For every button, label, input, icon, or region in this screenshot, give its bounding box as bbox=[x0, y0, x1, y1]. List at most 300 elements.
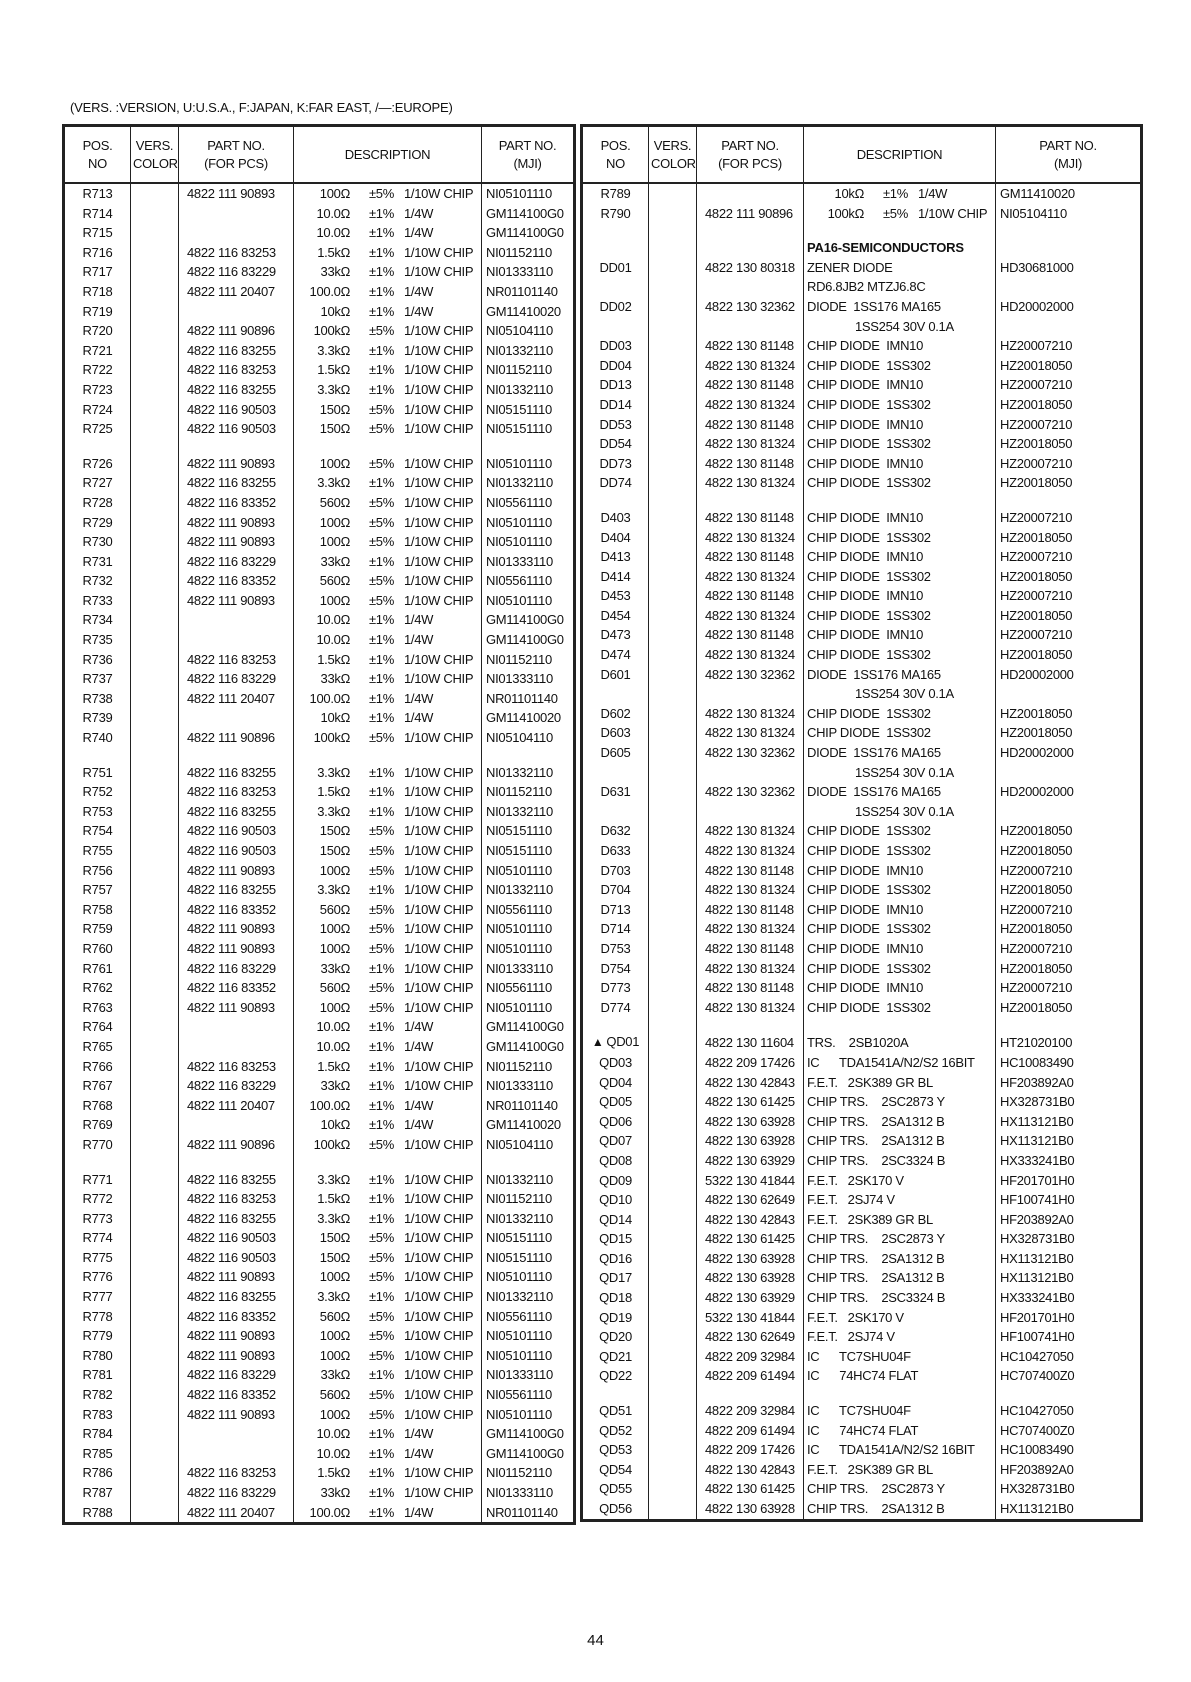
mji-part-no: HF203892A0 bbox=[996, 1073, 1142, 1093]
resistance-value: 100Ω bbox=[319, 862, 350, 878]
pos-no bbox=[582, 1053, 649, 1073]
pos-no bbox=[582, 665, 649, 685]
description bbox=[804, 743, 996, 763]
vers-color bbox=[131, 1170, 179, 1190]
pos-no-label: D454 bbox=[600, 607, 631, 623]
power-rating: 1/4W bbox=[404, 1445, 434, 1461]
resistance-value: 150Ω bbox=[319, 1249, 350, 1265]
pos-no-label: DD54 bbox=[599, 436, 632, 452]
pos-no-label: QD55 bbox=[599, 1481, 632, 1497]
power-rating: 1/4W bbox=[404, 710, 434, 726]
pos-no-label: DD53 bbox=[599, 416, 632, 432]
mji-part-no: GM114100G0 bbox=[482, 1444, 575, 1464]
pos-no: R722 bbox=[64, 360, 131, 380]
pos-no: R785 bbox=[64, 1444, 131, 1464]
pos-no bbox=[582, 1073, 649, 1093]
pos-no: R730 bbox=[64, 532, 131, 552]
table-row bbox=[64, 591, 575, 611]
pos-no: R762 bbox=[64, 978, 131, 998]
resistance-value: 10.0Ω bbox=[316, 225, 350, 241]
mji-part-no: NI05101110 bbox=[482, 919, 575, 939]
vers-color bbox=[649, 317, 697, 337]
description bbox=[294, 1076, 482, 1096]
pos-no bbox=[582, 821, 649, 841]
power-rating: 1/10W CHIP bbox=[404, 1308, 474, 1324]
description bbox=[294, 728, 482, 748]
table-row bbox=[582, 204, 1142, 224]
mji-part-no: HX113121B0 bbox=[996, 1499, 1142, 1520]
description bbox=[294, 998, 482, 1018]
description-text: CHIP DIODE 1SS302 bbox=[807, 725, 931, 741]
description bbox=[804, 1151, 996, 1171]
power-rating: 1/10W CHIP bbox=[404, 534, 474, 550]
mji-part-no: NI01152110 bbox=[482, 1057, 575, 1077]
power-rating: 1/10W CHIP bbox=[404, 1230, 474, 1246]
description-text: CHIP TRS. 2SA1312 B bbox=[807, 1133, 945, 1149]
part-no bbox=[179, 223, 294, 243]
resistance-value: 10kΩ bbox=[320, 303, 350, 319]
tolerance: ±5% bbox=[368, 1269, 394, 1285]
mji-part-no: GM11410020 bbox=[482, 1115, 575, 1135]
vers-color bbox=[649, 1460, 697, 1480]
table-row bbox=[64, 204, 575, 224]
pos-no bbox=[582, 1092, 649, 1112]
pos-no-label: D773 bbox=[600, 980, 631, 996]
description bbox=[294, 513, 482, 533]
description-text: CHIP DIODE IMN10 bbox=[807, 377, 924, 393]
vers-color bbox=[649, 861, 697, 881]
mji-part-no: NI05101110 bbox=[482, 998, 575, 1018]
vers-color bbox=[131, 380, 179, 400]
table-row bbox=[64, 532, 575, 552]
vers-color bbox=[131, 1463, 179, 1483]
part-no: 4822 116 83229 bbox=[179, 1483, 294, 1503]
pos-no-label: QD22 bbox=[599, 1368, 632, 1384]
table-row bbox=[582, 1190, 1142, 1210]
tolerance: ±5% bbox=[368, 1387, 394, 1403]
pos-no-label: QD51 bbox=[599, 1403, 632, 1419]
part-no: 4822 130 81148 bbox=[697, 625, 804, 645]
table-row bbox=[582, 821, 1142, 841]
vers-color bbox=[131, 919, 179, 939]
pos-no: R779 bbox=[64, 1326, 131, 1346]
description bbox=[804, 1499, 996, 1520]
vers-color bbox=[131, 204, 179, 224]
power-rating: 1/10W CHIP bbox=[404, 1210, 474, 1226]
pos-no bbox=[582, 743, 649, 763]
part-no: 4822 130 81324 bbox=[697, 356, 804, 376]
table-row bbox=[582, 998, 1142, 1018]
pos-no-label: DD02 bbox=[599, 298, 632, 314]
pos-no: R759 bbox=[64, 919, 131, 939]
tolerance: ±1% bbox=[368, 1191, 394, 1207]
pos-no: R776 bbox=[64, 1267, 131, 1287]
vers-color bbox=[131, 1405, 179, 1425]
power-rating: 1/10W CHIP bbox=[404, 730, 474, 746]
table-row bbox=[582, 297, 1142, 317]
part-no: 4822 111 90893 bbox=[179, 998, 294, 1018]
mji-part-no: HX333241B0 bbox=[996, 1151, 1142, 1171]
description-text: F.E.T. 2SK389 GR BL bbox=[807, 1211, 933, 1227]
part-no: 4822 130 62649 bbox=[697, 1327, 804, 1347]
resistance-value: 150Ω bbox=[319, 401, 350, 417]
description bbox=[294, 591, 482, 611]
mji-part-no: HZ20018050 bbox=[996, 567, 1142, 587]
vers-color bbox=[649, 1112, 697, 1132]
description bbox=[804, 1210, 996, 1230]
mji-part-no: HC10083490 bbox=[996, 1053, 1142, 1073]
table-row bbox=[64, 763, 575, 783]
power-rating: 1/10W CHIP bbox=[404, 1347, 474, 1363]
pos-no bbox=[582, 473, 649, 493]
mji-part-no: NI05101110 bbox=[482, 513, 575, 533]
description bbox=[294, 1057, 482, 1077]
pos-no-label: D713 bbox=[600, 901, 631, 917]
pos-no-label: DD13 bbox=[599, 377, 632, 393]
vers-color bbox=[131, 1444, 179, 1464]
mji-part-no: HZ20018050 bbox=[996, 704, 1142, 724]
part-no: 4822 111 90893 bbox=[179, 454, 294, 474]
page-number: 44 bbox=[587, 1632, 604, 1649]
mji-part-no bbox=[996, 317, 1142, 337]
table-row bbox=[582, 1229, 1142, 1249]
mji-part-no: HF100741H0 bbox=[996, 1327, 1142, 1347]
description bbox=[294, 802, 482, 822]
table-row bbox=[64, 1483, 575, 1503]
part-no bbox=[179, 302, 294, 322]
power-rating: 1/10W CHIP bbox=[404, 592, 474, 608]
description-text: CHIP DIODE 1SS302 bbox=[807, 357, 931, 373]
table-row bbox=[64, 1326, 575, 1346]
pos-no: R769 bbox=[64, 1115, 131, 1135]
mji-part-no: HD20002000 bbox=[996, 297, 1142, 317]
pos-no-label: QD20 bbox=[599, 1329, 632, 1345]
resistance-value: 1.5kΩ bbox=[317, 244, 350, 260]
table-row bbox=[582, 508, 1142, 528]
part-no: 4822 209 61494 bbox=[697, 1421, 804, 1441]
tolerance: ±1% bbox=[368, 1367, 394, 1383]
pos-no bbox=[582, 1131, 649, 1151]
power-rating: 1/4W bbox=[404, 1117, 434, 1133]
description-text: DIODE 1SS176 MA165 bbox=[807, 784, 941, 800]
mji-part-no: HX328731B0 bbox=[996, 1092, 1142, 1112]
resistance-value: 100kΩ bbox=[313, 323, 350, 339]
mji-part-no: HZ20007210 bbox=[996, 454, 1142, 474]
power-rating: 1/4W bbox=[918, 186, 948, 201]
part-no: 4822 130 61425 bbox=[697, 1479, 804, 1499]
resistance-value: 33kΩ bbox=[320, 960, 350, 976]
tolerance: ±1% bbox=[368, 264, 394, 280]
vers-color bbox=[131, 1017, 179, 1037]
table-row bbox=[64, 782, 575, 802]
power-rating: 1/10W CHIP bbox=[918, 205, 988, 221]
pos-no bbox=[582, 645, 649, 665]
part-no: 5322 130 41844 bbox=[697, 1308, 804, 1328]
description-text: 1SS254 30V 0.1A bbox=[855, 318, 954, 334]
mji-part-no: NI01332110 bbox=[482, 880, 575, 900]
part-no: 4822 130 81324 bbox=[697, 434, 804, 454]
vers-color bbox=[649, 939, 697, 959]
table-row bbox=[582, 1131, 1142, 1151]
vers-color bbox=[649, 821, 697, 841]
table-row bbox=[582, 1288, 1142, 1308]
part-no: 4822 116 83253 bbox=[179, 243, 294, 263]
description-text: CHIP DIODE 1SS302 bbox=[807, 999, 931, 1015]
table-row bbox=[582, 782, 1142, 802]
pos-no bbox=[582, 606, 649, 626]
pos-no bbox=[582, 317, 649, 337]
pos-no bbox=[582, 1190, 649, 1210]
pos-no-label: QD53 bbox=[599, 1442, 632, 1458]
table-row bbox=[64, 380, 575, 400]
description bbox=[804, 1479, 996, 1499]
pos-no bbox=[582, 704, 649, 724]
description bbox=[294, 341, 482, 361]
part-no: 4822 209 17426 bbox=[697, 1440, 804, 1460]
part-no: 4822 111 90896 bbox=[179, 728, 294, 748]
mji-part-no: NI01332110 bbox=[482, 380, 575, 400]
table-row bbox=[64, 513, 575, 533]
power-rating: 1/10W CHIP bbox=[404, 573, 474, 589]
table-row bbox=[582, 861, 1142, 881]
part-no: 4822 116 83255 bbox=[179, 802, 294, 822]
description-text: CHIP DIODE IMN10 bbox=[807, 862, 924, 878]
mji-part-no: GM114100G0 bbox=[482, 630, 575, 650]
spacer-row bbox=[64, 439, 575, 454]
description-text: CHIP TRS. 2SC3324 B bbox=[807, 1290, 946, 1306]
vers-color bbox=[649, 1499, 697, 1520]
table-row bbox=[64, 610, 575, 630]
pos-no: R756 bbox=[64, 861, 131, 881]
description-text: CHIP DIODE 1SS302 bbox=[807, 568, 931, 584]
pos-no: R740 bbox=[64, 728, 131, 748]
description bbox=[294, 689, 482, 709]
spacer-row bbox=[582, 223, 1142, 238]
vers-color bbox=[649, 1366, 697, 1386]
pos-no: R726 bbox=[64, 454, 131, 474]
spacer-row bbox=[582, 493, 1142, 508]
part-no bbox=[179, 1115, 294, 1135]
description bbox=[804, 723, 996, 743]
pos-no-label: QD21 bbox=[599, 1348, 632, 1364]
mji-part-no: NI05151110 bbox=[482, 419, 575, 439]
mji-part-no: HZ20018050 bbox=[996, 919, 1142, 939]
table-row bbox=[582, 841, 1142, 861]
pos-no bbox=[582, 939, 649, 959]
part-no: 4822 130 63928 bbox=[697, 1249, 804, 1269]
vers-color bbox=[649, 1308, 697, 1328]
part-no: 4822 130 32362 bbox=[697, 743, 804, 763]
vers-color bbox=[131, 689, 179, 709]
vers-color bbox=[131, 610, 179, 630]
table-row bbox=[582, 959, 1142, 979]
description bbox=[804, 1440, 996, 1460]
resistance-value: 100Ω bbox=[319, 921, 350, 937]
pos-no-label: D754 bbox=[600, 960, 631, 976]
vers-color bbox=[131, 360, 179, 380]
mji-part-no: NI01333110 bbox=[482, 959, 575, 979]
table-row bbox=[582, 704, 1142, 724]
mji-part-no: HZ20018050 bbox=[996, 841, 1142, 861]
mji-part-no: HZ20018050 bbox=[996, 606, 1142, 626]
description bbox=[294, 360, 482, 380]
vers-color bbox=[649, 802, 697, 822]
mji-part-no: NI01332110 bbox=[482, 1287, 575, 1307]
pos-no-label: D704 bbox=[600, 882, 631, 898]
mji-header: PART NO. (MJI) bbox=[482, 126, 575, 184]
mji-part-no: HD30681000 bbox=[996, 258, 1142, 278]
mji-part-no: HZ20018050 bbox=[996, 959, 1142, 979]
mji-part-no bbox=[996, 277, 1142, 297]
tolerance: ±1% bbox=[368, 1117, 394, 1133]
vers-color bbox=[131, 1057, 179, 1077]
pos-no: R784 bbox=[64, 1424, 131, 1444]
vers-color bbox=[131, 183, 179, 204]
description-text: CHIP TRS. 2SA1312 B bbox=[807, 1113, 945, 1129]
tolerance: ±1% bbox=[368, 612, 394, 628]
description bbox=[294, 380, 482, 400]
resistance-value: 100Ω bbox=[319, 592, 350, 608]
power-rating: 1/10W CHIP bbox=[404, 980, 474, 996]
tolerance: ±1% bbox=[368, 1058, 394, 1074]
table-row bbox=[64, 419, 575, 439]
pos-no bbox=[582, 1268, 649, 1288]
description bbox=[804, 1092, 996, 1112]
mji-part-no: HZ20018050 bbox=[996, 880, 1142, 900]
mji-part-no: GM114100G0 bbox=[482, 610, 575, 630]
table-row bbox=[64, 341, 575, 361]
pos-no-label: QD07 bbox=[599, 1133, 632, 1149]
table-row bbox=[64, 1287, 575, 1307]
table-row bbox=[582, 1032, 1142, 1053]
description-text: CHIP DIODE 1SS302 bbox=[807, 529, 931, 545]
description bbox=[804, 978, 996, 998]
vers-color bbox=[649, 1229, 697, 1249]
pos-no bbox=[582, 723, 649, 743]
part-no: 4822 130 63929 bbox=[697, 1151, 804, 1171]
part-no: 4822 116 83229 bbox=[179, 669, 294, 689]
mji-part-no: NI05151110 bbox=[482, 821, 575, 841]
table-row bbox=[582, 1366, 1142, 1386]
pos-no bbox=[582, 508, 649, 528]
description bbox=[804, 204, 996, 224]
power-rating: 1/10W CHIP bbox=[404, 1136, 474, 1152]
part-no: 4822 111 90893 bbox=[179, 939, 294, 959]
tolerance: ±1% bbox=[368, 205, 394, 221]
vers-header: VERS. COLOR bbox=[649, 126, 697, 184]
pos-no bbox=[582, 861, 649, 881]
part-no: 4822 130 81324 bbox=[697, 919, 804, 939]
description bbox=[294, 1483, 482, 1503]
pos-no-label: D474 bbox=[600, 647, 631, 663]
power-rating: 1/10W CHIP bbox=[404, 1289, 474, 1305]
part-no: 4822 116 83352 bbox=[179, 900, 294, 920]
vers-color bbox=[649, 1171, 697, 1191]
vers-color bbox=[131, 1115, 179, 1135]
description bbox=[804, 841, 996, 861]
mji-part-no: NI01332110 bbox=[482, 802, 575, 822]
vers-color bbox=[649, 1092, 697, 1112]
vers-color bbox=[649, 880, 697, 900]
mji-part-no: GM114100G0 bbox=[482, 1037, 575, 1057]
tolerance: ±1% bbox=[368, 1210, 394, 1226]
description bbox=[294, 1115, 482, 1135]
resistance-value: 10.0Ω bbox=[316, 1445, 350, 1461]
table-row bbox=[64, 1405, 575, 1425]
pos-no bbox=[582, 454, 649, 474]
mji-part-no: NR01101140 bbox=[482, 1096, 575, 1116]
resistance-value: 10.0Ω bbox=[316, 205, 350, 221]
part-no: 4822 116 83255 bbox=[179, 1209, 294, 1229]
tolerance: ±1% bbox=[368, 1038, 394, 1054]
pos-no-label: QD17 bbox=[599, 1270, 632, 1286]
pos-no bbox=[582, 1479, 649, 1499]
vers-color bbox=[649, 1131, 697, 1151]
description bbox=[804, 821, 996, 841]
table-row bbox=[582, 1440, 1142, 1460]
vers-color bbox=[131, 223, 179, 243]
table-row bbox=[582, 802, 1142, 822]
pos-no: R786 bbox=[64, 1463, 131, 1483]
vers-color bbox=[649, 277, 697, 297]
part-no: 4822 130 32362 bbox=[697, 297, 804, 317]
vers-color bbox=[131, 998, 179, 1018]
vers-color bbox=[649, 1249, 697, 1269]
description-text: CHIP DIODE IMN10 bbox=[807, 980, 924, 996]
power-rating: 1/10W CHIP bbox=[404, 401, 474, 417]
description-text: CHIP TRS. 2SC2873 Y bbox=[807, 1094, 945, 1110]
pos-no: R719 bbox=[64, 302, 131, 322]
power-rating: 1/10W CHIP bbox=[404, 843, 474, 858]
part-no: 4822 111 90893 bbox=[179, 532, 294, 552]
description bbox=[294, 321, 482, 341]
vers-color bbox=[649, 1190, 697, 1210]
table-row bbox=[64, 1424, 575, 1444]
pos-no-label: D774 bbox=[600, 999, 631, 1015]
description-text: F.E.T. 2SK389 GR BL bbox=[807, 1461, 933, 1477]
pos-no: R727 bbox=[64, 473, 131, 493]
mji-part-no: NI01333110 bbox=[482, 1365, 575, 1385]
power-rating: 1/4W bbox=[404, 303, 434, 319]
mji-part-no: GM11410020 bbox=[482, 302, 575, 322]
description bbox=[804, 1171, 996, 1191]
part-no bbox=[179, 630, 294, 650]
vers-color bbox=[131, 1037, 179, 1057]
pos-no bbox=[582, 1499, 649, 1520]
mji-part-no: HZ20007210 bbox=[996, 336, 1142, 356]
description bbox=[294, 552, 482, 572]
description bbox=[294, 262, 482, 282]
vers-color bbox=[131, 1424, 179, 1444]
tolerance: ±5% bbox=[882, 205, 908, 221]
resistance-value: 100Ω bbox=[319, 1269, 350, 1285]
mji-part-no: NI01333110 bbox=[482, 669, 575, 689]
vers-color bbox=[131, 1076, 179, 1096]
table-row bbox=[582, 1401, 1142, 1421]
vers-color bbox=[131, 861, 179, 881]
power-rating: 1/10W CHIP bbox=[404, 1191, 474, 1207]
pos-no: R788 bbox=[64, 1503, 131, 1524]
resistance-value: 150Ω bbox=[319, 823, 350, 839]
mji-part-no: HX113121B0 bbox=[996, 1268, 1142, 1288]
part-no: 4822 130 42843 bbox=[697, 1460, 804, 1480]
description bbox=[294, 1267, 482, 1287]
description bbox=[804, 586, 996, 606]
table-row bbox=[64, 1170, 575, 1190]
tolerance: ±5% bbox=[368, 573, 394, 589]
part-no: 4822 130 63928 bbox=[697, 1112, 804, 1132]
pos-no bbox=[582, 547, 649, 567]
